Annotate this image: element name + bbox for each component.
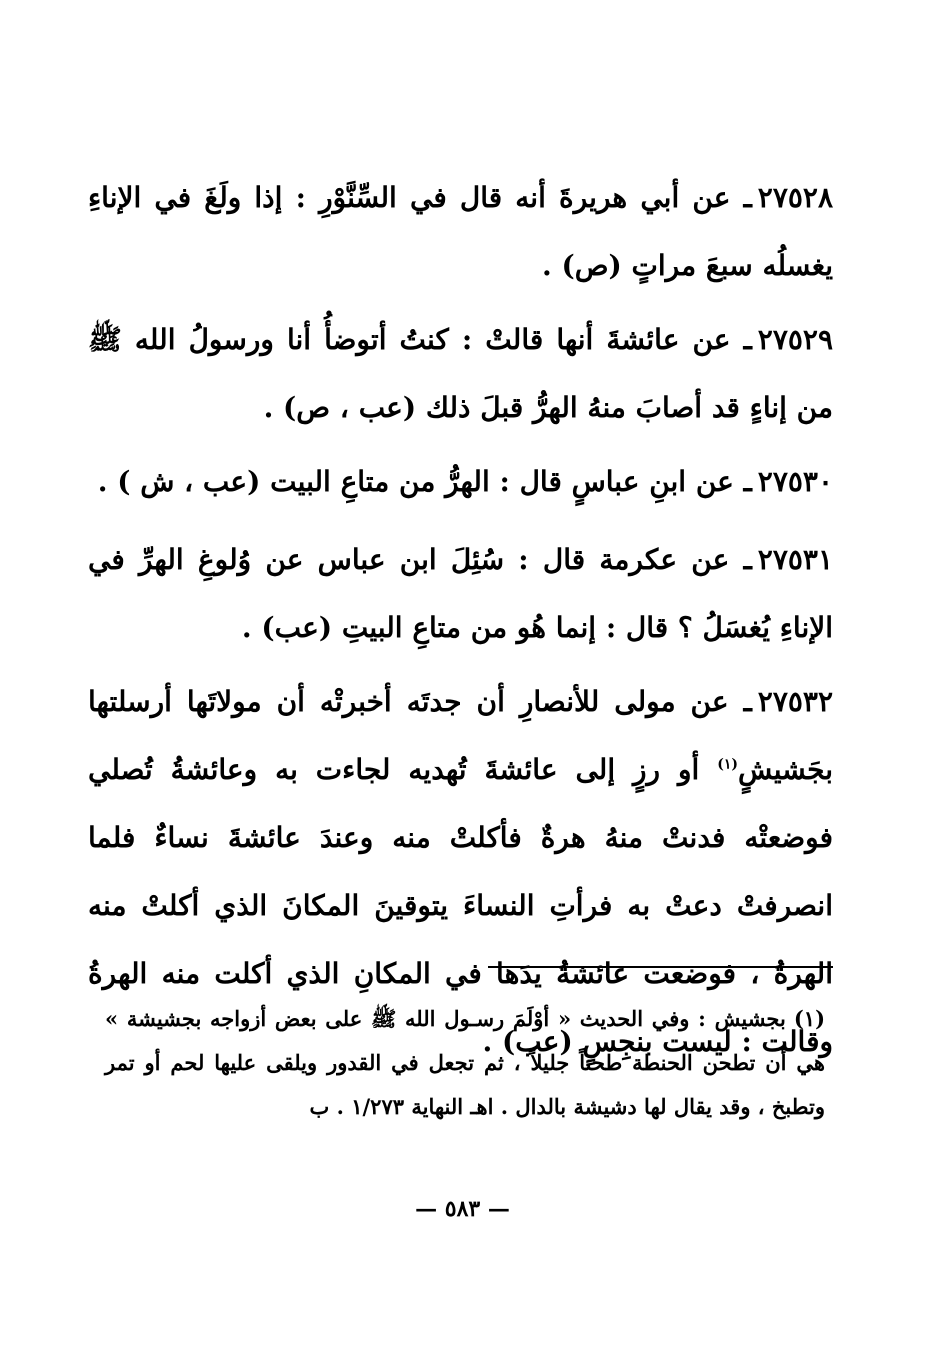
hadith-text: ـ عن أبي هريرةَ أنه قال في السِّنَّوْرِ : إذا ولَغَ في الإناءِ يغسلُه سبعَ مراتٍ (ص) . [88,181,833,282]
hadith-27531 [88,526,833,662]
hadith-number: ٢٧٥٣٢ [757,685,833,718]
hadith-27529 [88,306,833,442]
footnote-reference: (١) [717,756,739,773]
footnote-text: بجشيش : وفي الحديث « أوْلَمَ رسـول الله ﷺ على بعض أزواجه بجشيشة » هي أن تطحن الحنطة طحناً جليلاً ، ثم تجعل في القدور ويلقى عليها لحم أو تمر وتطبخ ، وقد يقال لها دشيشة بالدال . اهـ النهاية ١/٢٧٣ . ب [105,1006,825,1119]
hadith-number: ٢٧٥٢٩ [757,323,833,356]
hadith-text: ـ عن ابنِ عباسٍ قال : الهرُّ من متاعِ البيت (عب ، ش ) . [97,465,752,498]
hadith-number: ٢٧٥٢٨ [757,181,833,214]
hadith-text: ـ عن مولى للأنصارِ أن جدتَه أخبرتْه أن مولاتَها أرسلتها بجَشيشٍ [88,685,834,786]
hadith-number: ٢٧٥٣٠ [757,465,833,498]
hadith-number: ٢٧٥٣١ [757,543,833,576]
footnote-marker: (١) [793,1006,825,1031]
page-number: — ٥٨٣ — [415,1196,510,1222]
hadith-27528 [88,164,833,300]
hadith-27530 [88,448,833,516]
footnote-separator [488,966,833,968]
hadith-text: ـ عن عائشةَ أنها قالتْ : كنتُ أتوضأُ أنا ورسولُ الله ﷺ من إناءٍ قد أصابَ منهُ الهرُّ قبلَ ذلك (عب ، ص) . [88,323,833,424]
footnote [105,997,825,1129]
hadith-text: ـ عن عكرمة قال : سُئِلَ ابن عباس عن وُلوغِ الهرِّ في الإناءِ يُغسَلُ ؟ قال : إنما هُو من متاعِ البيتِ (عب) . [88,543,833,644]
hadith-text-continued: أو رزٍ إلى عائشةَ تُهديه لجاءت به وعائشةُ تُصلي فوضعتْه فدنتْ منهُ هرةٌ فأكلتْ منه وعندَ عائشةَ نساءٌ فلما انصرفتْ دعتْ به فرأتِ النساءَ يتوقينَ المكانَ الذي أكلتْ منه الهرةُ ، فوضعت عائشةُ يدَها في المكانِ الذي أكلت منه الهرةُ وقالت : ليست بنجِسٍ (عب) . [88,753,833,1058]
